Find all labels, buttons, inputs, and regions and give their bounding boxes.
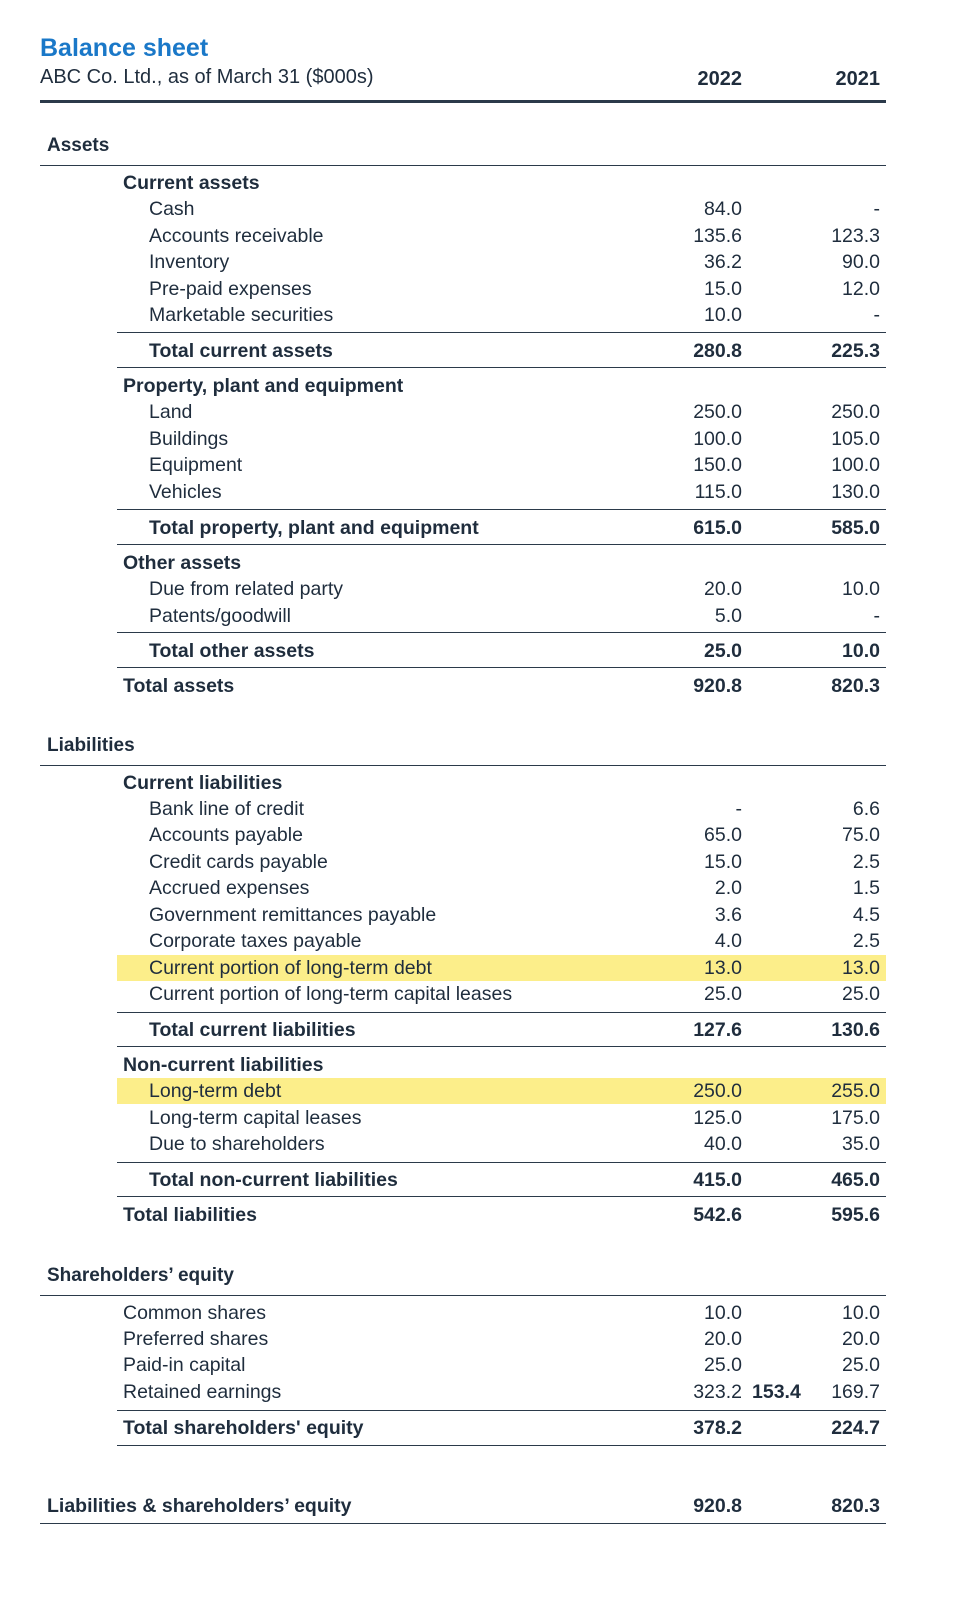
value-2021: 6.6 <box>852 798 880 820</box>
row-label: Long-term debt <box>149 1080 282 1102</box>
row-label: Total other assets <box>149 640 315 662</box>
row-label: Total property, plant and equipment <box>149 517 479 539</box>
page-subtitle: ABC Co. Ltd., as of March 31 ($000s) <box>40 66 374 88</box>
value-2021: 123.3 <box>831 225 880 247</box>
subtotal-divider <box>117 1046 886 1047</box>
row-label: Marketable securities <box>149 304 334 326</box>
table-row-highlighted <box>0 1078 960 1104</box>
row-label: Total non-current liabilities <box>149 1169 398 1191</box>
value-2022: 2.0 <box>714 877 742 899</box>
value-2022: 615.0 <box>693 517 742 539</box>
row-label: Patents/goodwill <box>149 605 292 627</box>
row-label: Equipment <box>149 454 243 476</box>
table-row <box>0 796 960 822</box>
value-2022: 323.2 <box>693 1381 742 1403</box>
table-row <box>0 1300 960 1326</box>
value-2022: 10.0 <box>704 1302 742 1324</box>
table-row <box>0 1105 960 1131</box>
value-2022: 84.0 <box>704 198 742 220</box>
subsection-heading <box>0 170 960 196</box>
row-label: Accounts payable <box>149 824 303 846</box>
value-2021: 585.0 <box>831 517 880 539</box>
value-2021: 255.0 <box>831 1080 880 1102</box>
total-row <box>0 1202 960 1228</box>
value-2021: 595.6 <box>831 1204 880 1226</box>
value-2022: 13.0 <box>704 957 742 979</box>
row-label: Vehicles <box>149 481 222 503</box>
column-header-2021: 2021 <box>835 68 880 90</box>
row-label: Cash <box>149 198 195 220</box>
value-2021: 100.0 <box>831 454 880 476</box>
value-2022: 415.0 <box>693 1169 742 1191</box>
row-label: Retained earnings <box>123 1381 282 1403</box>
row-label: Current portion of long-term debt <box>149 957 432 979</box>
row-label: Liabilities & shareholders’ equity <box>47 1495 352 1517</box>
row-label: Common shares <box>123 1302 267 1324</box>
row-label: Total assets <box>123 675 235 697</box>
table-row <box>0 902 960 928</box>
subtotal-divider <box>117 509 886 510</box>
value-2022: 15.0 <box>704 851 742 873</box>
subtotal-row <box>0 338 960 364</box>
value-2021: - <box>873 198 880 220</box>
value-2021: 130.0 <box>831 481 880 503</box>
value-2022: 5.0 <box>714 605 742 627</box>
table-row <box>0 1379 960 1405</box>
subtotal-divider <box>117 1162 886 1163</box>
subsection-heading-label: Non-current liabilities <box>123 1054 324 1076</box>
row-label: Paid-in capital <box>123 1354 246 1376</box>
value-2021: 4.5 <box>852 904 880 926</box>
value-2021: 130.6 <box>831 1019 880 1041</box>
total-row <box>0 1415 960 1441</box>
table-row <box>0 452 960 478</box>
subtotal-divider <box>117 1445 886 1446</box>
value-2021: 10.0 <box>842 640 880 662</box>
subtotal-row <box>0 1167 960 1193</box>
row-label: Accrued expenses <box>149 877 310 899</box>
value-2021: 175.0 <box>831 1107 880 1129</box>
subtotal-row <box>0 1017 960 1043</box>
value-2022: - <box>735 798 742 820</box>
subsection-heading <box>0 373 960 399</box>
value-2022: 20.0 <box>704 1328 742 1350</box>
value-2022: 542.6 <box>693 1204 742 1226</box>
value-2022: 36.2 <box>704 251 742 273</box>
total-row <box>0 673 960 699</box>
grand-total-row <box>0 1493 960 1519</box>
value-2021: - <box>873 605 880 627</box>
retained-earnings-change: 153.4 <box>752 1381 801 1403</box>
value-2022: 250.0 <box>693 1080 742 1102</box>
subtotal-divider <box>117 1196 886 1197</box>
page-title: Balance sheet <box>40 34 209 62</box>
table-row <box>0 223 960 249</box>
value-2021: 820.3 <box>831 1495 880 1517</box>
value-2021: 465.0 <box>831 1169 880 1191</box>
subtotal-divider <box>117 544 886 545</box>
subtotal-divider <box>117 332 886 333</box>
subsection-heading-label: Property, plant and equipment <box>123 375 404 397</box>
row-label: Pre-paid expenses <box>149 278 312 300</box>
row-label: Due from related party <box>149 578 344 600</box>
value-2022: 25.0 <box>704 1354 742 1376</box>
value-2021: - <box>873 304 880 326</box>
table-row <box>0 196 960 222</box>
row-label: Due to shareholders <box>149 1133 325 1155</box>
table-row <box>0 849 960 875</box>
section-divider <box>40 765 886 766</box>
value-2022: 10.0 <box>704 304 742 326</box>
table-row <box>0 981 960 1007</box>
value-2021: 25.0 <box>842 983 880 1005</box>
value-2022: 135.6 <box>693 225 742 247</box>
row-label: Inventory <box>149 251 230 273</box>
subtotal-divider <box>117 667 886 668</box>
row-label: Credit cards payable <box>149 851 328 873</box>
subsection-heading <box>0 1052 960 1078</box>
value-2022: 920.8 <box>693 675 742 697</box>
subsection-heading-label: Current liabilities <box>123 772 283 794</box>
table-row <box>0 426 960 452</box>
table-row <box>0 399 960 425</box>
row-label: Bank line of credit <box>149 798 305 820</box>
row-label: Government remittances payable <box>149 904 437 926</box>
value-2021: 820.3 <box>831 675 880 697</box>
subtotal-divider <box>117 1012 886 1013</box>
subtotal-row <box>0 638 960 664</box>
value-2022: 150.0 <box>693 454 742 476</box>
value-2021: 25.0 <box>842 1354 880 1376</box>
value-2022: 250.0 <box>693 401 742 423</box>
table-row <box>0 276 960 302</box>
row-label: Buildings <box>149 428 229 450</box>
value-2022: 127.6 <box>693 1019 742 1041</box>
subtotal-divider <box>117 632 886 633</box>
subsection-heading-label: Other assets <box>123 552 242 574</box>
table-row <box>0 302 960 328</box>
value-2021: 225.3 <box>831 340 880 362</box>
value-2021: 75.0 <box>842 824 880 846</box>
row-label: Total current assets <box>149 340 333 362</box>
value-2021: 224.7 <box>831 1417 880 1439</box>
value-2022: 920.8 <box>693 1495 742 1517</box>
section-divider <box>40 1295 886 1296</box>
value-2021: 90.0 <box>842 251 880 273</box>
value-2021: 20.0 <box>842 1328 880 1350</box>
header-divider <box>40 100 886 103</box>
value-2021: 2.5 <box>852 851 880 873</box>
table-row <box>0 1352 960 1378</box>
value-2021: 35.0 <box>842 1133 880 1155</box>
value-2021: 2.5 <box>852 930 880 952</box>
value-2022: 25.0 <box>704 983 742 1005</box>
value-2022: 280.8 <box>693 340 742 362</box>
row-label: Total shareholders' equity <box>123 1417 364 1439</box>
table-row <box>0 928 960 954</box>
row-label: Preferred shares <box>123 1328 269 1350</box>
table-row <box>0 875 960 901</box>
value-2021: 10.0 <box>842 1302 880 1324</box>
row-label: Current portion of long-term capital leases <box>149 983 513 1005</box>
value-2022: 3.6 <box>714 904 742 926</box>
row-label: Land <box>149 401 193 423</box>
subsection-heading <box>0 550 960 576</box>
row-label: Corporate taxes payable <box>149 930 362 952</box>
table-row-highlighted <box>0 955 960 981</box>
value-2021: 250.0 <box>831 401 880 423</box>
column-header-2022: 2022 <box>697 68 742 90</box>
subsection-heading-label: Current assets <box>123 172 260 194</box>
row-label: Accounts receivable <box>149 225 324 247</box>
value-2022: 125.0 <box>693 1107 742 1129</box>
value-2022: 100.0 <box>693 428 742 450</box>
row-label: Total current liabilities <box>149 1019 356 1041</box>
table-row <box>0 603 960 629</box>
value-2021: 1.5 <box>852 877 880 899</box>
value-2021: 12.0 <box>842 278 880 300</box>
table-row <box>0 479 960 505</box>
value-2022: 20.0 <box>704 578 742 600</box>
row-label: Total liabilities <box>123 1204 257 1226</box>
section-heading-assets: Assets <box>47 135 110 156</box>
value-2022: 65.0 <box>704 824 742 846</box>
value-2022: 378.2 <box>693 1417 742 1439</box>
table-row <box>0 249 960 275</box>
section-heading-liabilities: Liabilities <box>47 735 135 756</box>
subtotal-divider <box>117 1410 886 1411</box>
subtotal-divider <box>117 367 886 368</box>
value-2022: 25.0 <box>704 640 742 662</box>
section-divider <box>40 165 886 166</box>
value-2021: 105.0 <box>831 428 880 450</box>
table-row <box>0 1131 960 1157</box>
value-2022: 4.0 <box>714 930 742 952</box>
value-2022: 40.0 <box>704 1133 742 1155</box>
bottom-divider <box>40 1523 886 1524</box>
subsection-heading <box>0 770 960 796</box>
value-2021: 169.7 <box>831 1381 880 1403</box>
table-row <box>0 576 960 602</box>
section-heading-equity: Shareholders’ equity <box>47 1265 234 1286</box>
subtotal-row <box>0 515 960 541</box>
value-2021: 10.0 <box>842 578 880 600</box>
value-2022: 115.0 <box>694 481 742 503</box>
table-row <box>0 822 960 848</box>
table-row <box>0 1326 960 1352</box>
row-label: Long-term capital leases <box>149 1107 362 1129</box>
value-2021: 13.0 <box>842 957 880 979</box>
value-2022: 15.0 <box>704 278 742 300</box>
